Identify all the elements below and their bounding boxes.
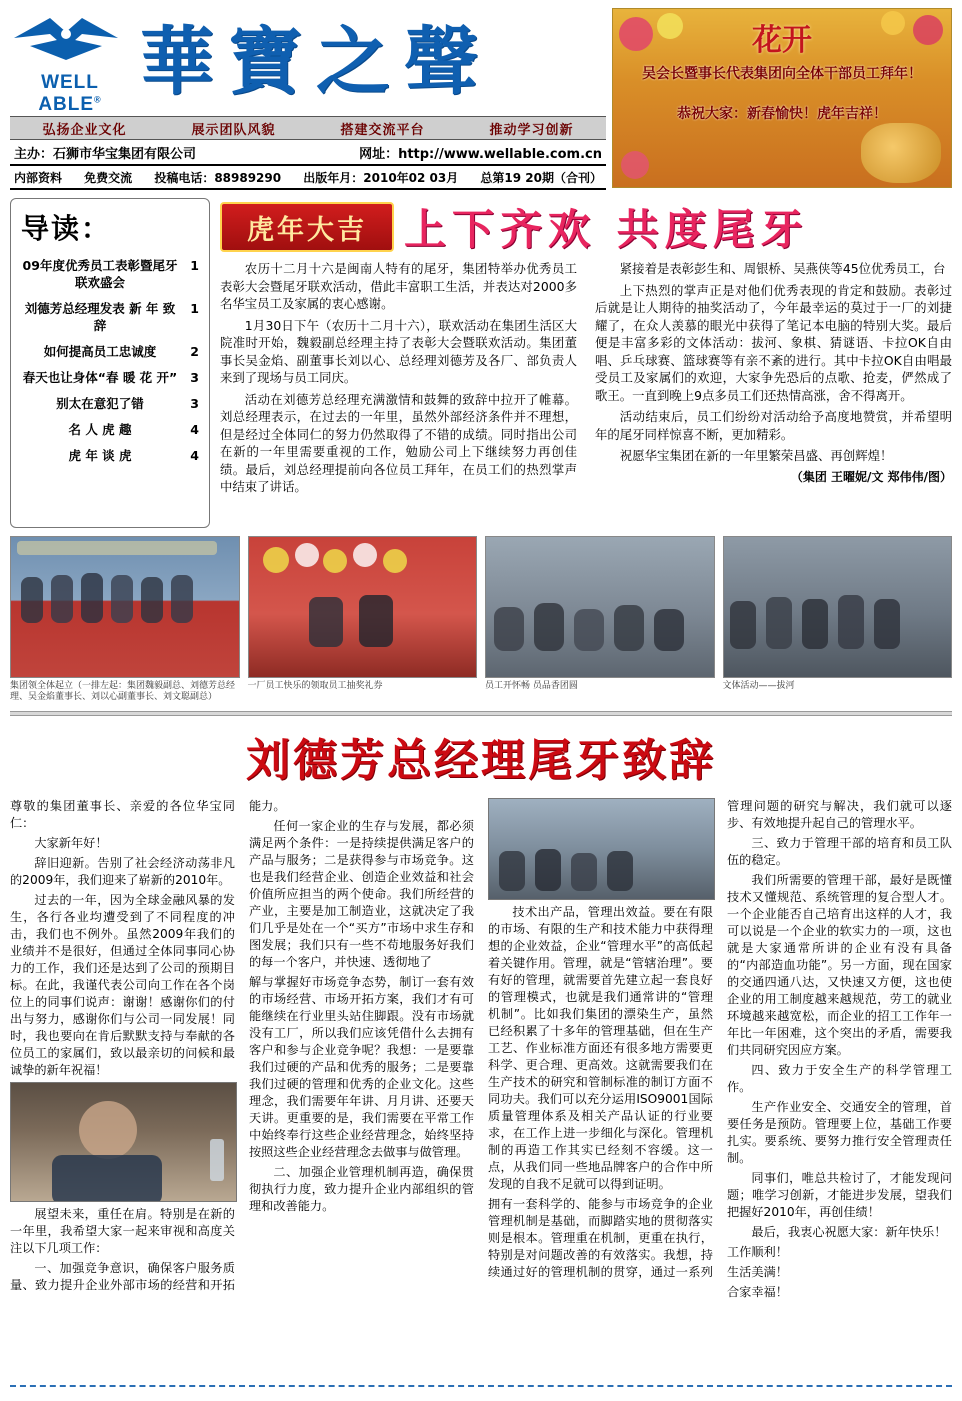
speech-paragraph: 同事们，唯总共检讨了，才能发现问题；唯学习创新，才能进步发展，望我们把握好2010年，再创佳绩！ <box>727 1171 952 1219</box>
lead-paragraph: 农历十二月十六是闽南人特有的尾牙，集团特举办优秀员工表彰大会暨尾牙联欢活动，借此丰富职工生活，并表达对2000多名华宝员工及家属的衷心感谢。 <box>220 261 577 311</box>
person-silhouette <box>81 573 103 623</box>
person-silhouette <box>494 607 524 651</box>
list-item[interactable] <box>21 421 199 438</box>
slogan-4: 推动学习创新 <box>489 122 574 138</box>
person-silhouette <box>654 609 684 651</box>
speech-paragraph: 最后，我衷心祝愿大家：新年快乐！ <box>751 1225 947 1239</box>
balloon-decor-icon <box>353 543 377 567</box>
slogan-1: 弘扬企业文化 <box>42 122 127 138</box>
slogan-bar <box>10 116 606 140</box>
person-silhouette <box>614 605 644 651</box>
person-silhouette <box>874 599 900 649</box>
new-year-ad-art <box>613 9 951 187</box>
meta-internal: 内部资料 <box>14 170 63 185</box>
lead-paragraph: 紧接着是表彰彭生和、周银桥、吴燕侠等45位优秀员工，台 <box>619 261 946 276</box>
person-silhouette <box>534 603 564 651</box>
toc-item-label: 春天也让身体“春 暖 花 开” <box>22 370 178 385</box>
masthead <box>10 8 952 190</box>
person-silhouette <box>51 575 73 623</box>
flower-decor-icon <box>621 151 649 179</box>
photo-strip <box>10 536 952 703</box>
new-year-stamp: 虎年大吉 <box>220 202 394 252</box>
meta-issue: 总第19 20期（合刊） <box>480 170 602 185</box>
slogan-3: 搭建交流平台 <box>340 122 425 138</box>
list-item[interactable] <box>21 343 199 360</box>
speech-paragraph: 展望未来，重任在肩。特别是在新的一年里，我希望大家一起来审视和高度关注以下几项工作： <box>10 1207 235 1255</box>
speech-paragraph: 过去的一年，因为全球金融风暴的发生，各行各业均遭受到了不同程度的冲击，我们也不例外。虽然2009年我们的业绩并不是很好，但通过全体同事同心协力的工作，我们还是达到了公司的预期目标。在此，我谨代表公司向工作在各个岗位上的同事们说声：谢谢！感谢你们的付出与努力，感谢你们与公司一同发展！同时，我也要向在肯后默默支持与奉献的各位员工的家属们，致以最亲切的问候和最诚挚的新年祝福！ <box>10 893 235 1077</box>
balloon-decor-icon <box>263 547 289 573</box>
person-silhouette <box>141 577 163 623</box>
speech-paragraph: 拥有一套科学的、能参与市场竞争的企业管理机制是基础，而脚踏实地的贯彻落实则是根本。管理重在机制，更重在执行，特别是对问题改善的有效落实。我想，持续通过好的管理机制的贯穿，通过一系列管理问题的研究与解决，我们就可以逐步、有效地提升起自己的管理水平。 <box>488 799 952 1279</box>
photo-caption: 集团领全体起立（一排左起：集团魏毅副总、刘德芳总经理、吴金焰董事长、刘以心副董事长、刘文聪副总） <box>10 681 236 702</box>
person-silhouette <box>535 849 561 891</box>
toc-item-page: 4 <box>190 448 199 463</box>
registered-mark: ® <box>94 94 102 105</box>
table-of-contents <box>10 198 210 528</box>
speech-paragraph: 四、致力于安全生产的科学管理工作。 <box>727 1063 952 1094</box>
toc-item-label: 刘德芳总经理发表 新 年 致 辞 <box>24 301 176 333</box>
photo-caption: 员工开怀畅 员品香团圆 <box>485 681 578 691</box>
top-area <box>10 198 952 528</box>
person-body <box>52 1155 162 1202</box>
person-silhouette <box>730 601 756 649</box>
person-silhouette <box>111 575 133 623</box>
lead-paragraph: 1月30日下午（农历十二月十六），联欢活动在集团生活区大院准时开始，魏毅副总经理主持了表彰大会暨联欢活动。集团董事长吴金焰、副董事长刘以心、总经理刘德芳及各厂、部负责人来到了现场与员工同庆。 <box>220 317 577 385</box>
speech-closing: 工作顺利！ <box>727 1245 788 1259</box>
balloon-decor-icon <box>323 549 347 573</box>
speech-paragraph: 尊敬的集团董事长、亲爱的各位华宝同仁： <box>10 799 235 830</box>
speech-paragraph: 解与掌握好市场竞争态势，制订一套有效的市场经营、市场开拓方案，我们才有可能继续在行业里头站住脚跟。没有市场就没有工厂，所以我们应该凭借什么去拥有客户和参与企业竞争呢？我想：一是要靠我们过硬的产品和优秀的服务；二是要靠我们过硬的管理和优秀的企业文化。这些理念，我们需要年年讲、月月讲、还要天天讲。更重要的是，我们需要在平常工作中始终奉行这些企业经营理念，始终坚持按照这些企业经营理念去做事与做管理。 <box>249 975 474 1159</box>
lead-paragraph: 活动在刘德芳总经理充满激情和鼓舞的致辞中拉开了帷幕。刘总经理表示，在过去的一年里，虽然外部经济条件并不理想，但是经过全体同仁的努力仍然取得了不错的成绩。同时指出公司在新的一年里需要重视的工作，勉励公司上下继续努力再创佳绩。最后，刘总经理提前向各位员工拜年，在员工们的热烈掌声中结束了讲话。 <box>220 391 577 494</box>
speech-paragraph: 技术出产品，管理出效益。要在有限的市场、有限的生产和技术能力中获得理想的企业效益，企业“管理水平”的高低起着关键作用。管理，就是“管辖治理”。要有好的管理，就需要首先建立起一套良好的管理模式，也就是我们通常讲的“管理机制”。比如我们集团的漂染生产，虽然已经积累了十多年的管理基础，但在生产工艺、作业标准方面还有很多地方需要更科学、更合理、更高效。这就需要我们在生产技术的研究和管制标准的制订方面不同功夫。我们可以充分运用ISO9001国际质量管理体系及相关产品认证的行业要求，在工作上进一步细化与深化。管理机制的再造工作其实已经刻不容缓。这一点，从我们同一些地品牌客户的合作中所发现的自我不足就可以得到证明。 <box>488 905 713 1191</box>
person-silhouette <box>309 597 343 647</box>
person-silhouette <box>838 595 864 649</box>
speech-paragraph: 一、加强竞争意识，确保客户服务质量、致力提升企业外部市场的经营和开拓能力。 <box>10 799 286 1292</box>
publisher-row <box>10 140 606 166</box>
person-face <box>79 1101 137 1159</box>
person-silhouette <box>571 853 597 891</box>
list-item[interactable] <box>21 369 199 386</box>
lead-headline-row <box>220 198 952 256</box>
list-item[interactable] <box>21 395 199 412</box>
person-silhouette <box>21 577 43 623</box>
meta-free: 免费交流 <box>84 170 133 185</box>
logo-text-label: WELL ABLE <box>38 72 99 115</box>
speech-paragraph: 二、加强企业管理机制再造，确保贯彻执行力度，致力提升企业内部组织的管理和改善能力。 <box>249 1165 474 1213</box>
speech-closing: 生活美满！ <box>727 1265 788 1279</box>
speech-paragraph: 三、致力于管理干部的培育和员工队伍的稳定。 <box>727 836 952 867</box>
speech-paragraph: 辞旧迎新。告别了社会经济动荡非凡的2009年，我们迎来了崭新的2010年。 <box>10 856 235 887</box>
flower-decor-icon <box>619 17 653 51</box>
toc-list <box>21 257 199 464</box>
water-bottle <box>210 1139 224 1181</box>
bird-logo-icon <box>10 8 122 70</box>
photo-item <box>248 536 478 703</box>
person-silhouette <box>171 575 193 623</box>
toc-item-page: 4 <box>190 422 199 437</box>
tiger-illustration <box>861 123 941 183</box>
flower-decor-icon <box>657 13 683 39</box>
photo-crowd <box>485 536 715 678</box>
meta-date: 出版年月：2010年02 03月 <box>303 170 459 185</box>
person-silhouette <box>802 599 828 649</box>
toc-item-label: 如何提高员工忠诚度 <box>43 344 157 359</box>
photo-assembly <box>488 798 715 900</box>
speech-paragraph: 我们所需要的管理干部，最好是既懂技术又懂规范、系统管理的复合型人才。一个企业能否自己培育出这样的人才，我可以说是一个企业的软实力的一项，这也就是大家通常所讲的企业有没有具备的“内部造血功能”。另一方面，现在国家的交通四通八达，又快速又方便，这也使企业的用工制度越来越规范，劳工的就业环境越来越宽松，而企业的招工工作年一年比一年困难，这个突出的矛盾，需要我们共同研究因应方案。 <box>727 873 952 1057</box>
logo-text <box>10 72 130 116</box>
masthead-left <box>10 8 606 190</box>
paper-title: 華寶之聲 <box>140 19 492 105</box>
new-year-ad <box>612 8 952 188</box>
balloon-decor-icon <box>383 549 407 573</box>
person-silhouette <box>766 597 792 649</box>
lead-article <box>220 198 952 528</box>
lead-title: 上下齐欢 共度尾牙 <box>404 205 809 254</box>
slogan-2: 展示团队风貌 <box>191 122 276 138</box>
footer-rule <box>10 1385 952 1387</box>
speech-closing: 合家幸福！ <box>727 1285 788 1299</box>
list-item[interactable] <box>21 257 199 291</box>
photo-group-standing <box>10 536 240 678</box>
logo-row <box>10 8 606 116</box>
banner-decor <box>17 541 217 555</box>
list-item[interactable] <box>21 447 199 464</box>
lead-paragraph: 祝愿华宝集团在新的一年里繁荣昌盛、再创辉煌！ <box>619 448 893 463</box>
lead-credit: （集团 王曜妮/文 郑伟伟/图） <box>790 469 952 484</box>
speech-paragraph: 生产作业安全、交通安全的管理，首要任务是预防。管理要上位，基础工作要扎实。要系统、要努力推行安全管理责任制。 <box>727 1100 952 1165</box>
lead-paragraph: 上下热烈的掌声正是对他们优秀表现的肯定和鼓励。表彰过后就是让人期待的抽奖活动了，今年最幸运的莫过于一厂的刘捷耀了，在众人羡慕的眼光中获得了笔记本电脑的特别大奖。最后便是丰富多彩的文体活动：拔河、象棋、猜谜语、卡拉OK自由唱、乒乓球赛、篮球赛等有亲不紊的进行。其中卡拉OK自由唱最受员工及家属们的欢迎，大家争先恐后的点歌、抢麦，俨然成了歌王。一直到晚上9点多员工们还热情高涨，舍不得离开。 <box>595 282 952 403</box>
toc-item-page: 1 <box>190 258 199 273</box>
ad-subline: 恭祝大家：新春愉快！虎年吉祥！ <box>677 106 887 122</box>
photo-item <box>723 536 953 703</box>
lead-paragraph: 活动结束后，员工们纷纷对活动给予高度地赞赏，并希望明年的尾牙同样惊喜不断，更加精彩。 <box>595 409 952 442</box>
photo-caption: 文体活动——拔河 <box>722 681 795 691</box>
toc-item-page: 3 <box>190 396 199 411</box>
person-silhouette <box>499 851 525 891</box>
speech-title: 刘德芳总经理尾牙致辞 <box>246 735 716 786</box>
toc-item-label: 名 人 虎 趣 <box>68 422 132 437</box>
section-divider <box>10 711 952 716</box>
flower-decor-icon <box>913 15 943 45</box>
person-silhouette <box>574 609 604 651</box>
toc-item-label: 09年度优秀员工表彰暨尾牙联欢盛会 <box>22 258 178 290</box>
meta-row <box>10 166 606 190</box>
toc-item-page: 1 <box>190 301 199 316</box>
toc-item-label: 虎 年 谈 虎 <box>68 448 132 463</box>
person-silhouette <box>607 851 633 891</box>
publisher-label: 主办：石狮市华宝集团有限公司 <box>14 146 197 162</box>
toc-item-page: 3 <box>190 370 199 385</box>
photo-award-stage <box>248 536 478 678</box>
lead-body <box>220 260 952 496</box>
toc-item-label: 别太在意犯了错 <box>56 396 144 411</box>
photo-caption: 一厂员工快乐的领取员工抽奖礼券 <box>247 681 383 691</box>
photo-manager-portrait <box>10 1082 237 1202</box>
photo-item <box>485 536 715 703</box>
person-silhouette <box>359 595 393 647</box>
website-label[interactable]: 网址：http://www.wellable.com.cn <box>359 146 602 162</box>
company-logo <box>10 8 130 116</box>
meta-phone: 投稿电话：88989290 <box>154 170 282 185</box>
photo-tug-of-war <box>723 536 953 678</box>
flower-decor-icon <box>881 11 905 35</box>
speech-paragraph: 任何一家企业的生存与发展，都必须满足两个条件：一是持续提供满足客户的产品与服务；二是获得参与市场竞争。这也是我们经营企业、创造企业效益和社会价值所应担当的两个使命。我们所经营的产业，主要是加工制造业，这就决定了我们几乎是处在一个“买方”市场中求生存和图发展；我们只有一些不苟地服务好我们的每一个客户，并快速、透彻地了 <box>249 819 474 969</box>
toc-item-page: 2 <box>190 344 199 359</box>
speech-body <box>10 798 952 1301</box>
ad-decor-text: 花开 <box>752 23 812 58</box>
speech-paragraph: 大家新年好！ <box>34 836 108 850</box>
ad-headline: 吴会长暨事长代表集团向全体干部员工拜年！ <box>642 66 922 82</box>
list-item[interactable] <box>21 300 199 334</box>
toc-title: 导读： <box>21 212 112 245</box>
balloon-decor-icon <box>295 543 319 567</box>
photo-item <box>10 536 240 703</box>
